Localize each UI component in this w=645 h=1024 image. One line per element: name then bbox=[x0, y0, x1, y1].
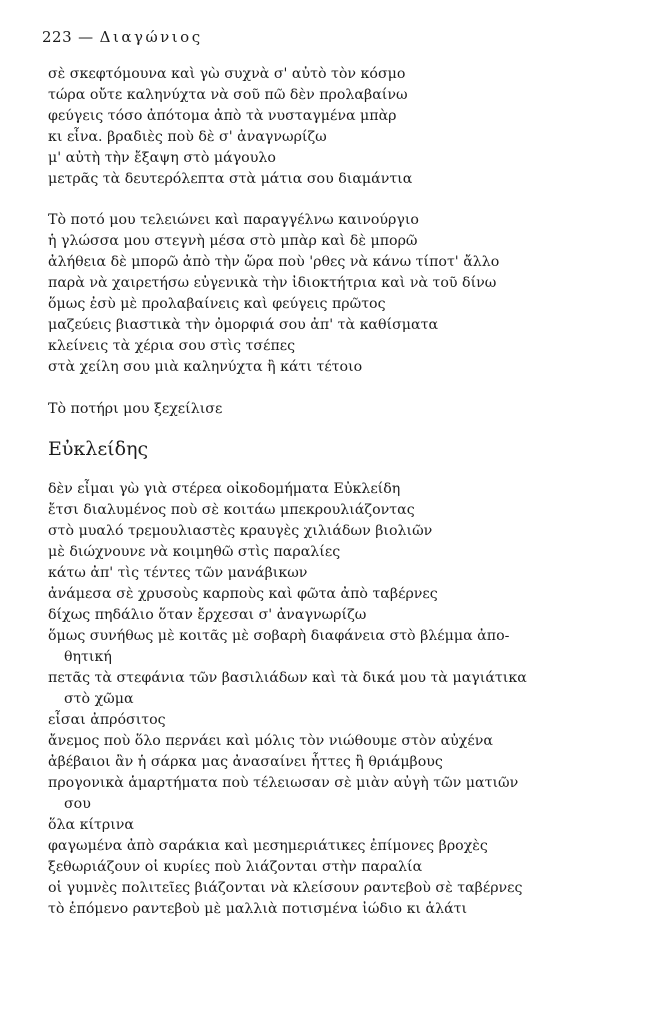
verse-line: Τὸ ποτό μου τελειώνει καὶ παραγγέλνω καινούργιο bbox=[48, 212, 419, 228]
poem1-stanza2 bbox=[48, 210, 499, 378]
verse-line: παρὰ νὰ χαιρετήσω εὐγενικὰ τὴν ἰδιοκτήτρια καὶ νὰ τοῦ δίνω bbox=[48, 275, 497, 291]
poem-title: Εὐκλείδης bbox=[48, 438, 149, 460]
verse-line: ἀνάμεσα σὲ χρυσοὺς καρποὺς καὶ φῶτα ἀπὸ ταβέρνες bbox=[48, 586, 438, 602]
poem1-stanza1 bbox=[48, 64, 412, 190]
verse-line-continuation: σου bbox=[64, 796, 91, 812]
running-header bbox=[42, 28, 203, 46]
verse-line: ξεθωριάζουν οἱ κυρίες ποὺ λιάζονται στὴν παραλία bbox=[48, 859, 423, 875]
page-number: 223 bbox=[42, 28, 73, 46]
verse-line: τώρα οὔτε καληνύχτα νὰ σοῦ πῶ δὲν προλαβαίνω bbox=[48, 87, 408, 103]
verse-line: ἀλήθεια δὲ μπορῶ ἀπὸ τὴν ὥρα ποὺ 'ρθες νὰ κάνω τίποτ' ἄλλο bbox=[48, 254, 500, 270]
verse-line: ἔτσι διαλυμένος ποὺ σὲ κοιτάω μπεκρουλιάζοντας bbox=[48, 502, 415, 518]
verse-line: μὲ διώχνουνε νὰ κοιμηθῶ στὶς παραλίες bbox=[48, 544, 341, 560]
verse-line-continuation: στὸ χῶμα bbox=[64, 691, 134, 707]
verse-line: κάτω ἀπ' τὶς τέντες τῶν μανάβικων bbox=[48, 565, 308, 581]
verse-line: ὅμως ἐσὺ μὲ προλαβαίνεις καὶ φεύγεις πρῶτος bbox=[48, 296, 386, 312]
verse-line: μαζεύεις βιαστικὰ τὴν ὀμορφιά σου ἀπ' τὰ καθίσματα bbox=[48, 317, 439, 333]
verse-line: πετᾶς τὰ στεφάνια τῶν βασιλιάδων καὶ τὰ δικά μου τὰ μαγιάτικα bbox=[48, 670, 527, 686]
verse-line: σὲ σκεφτόμουνα καὶ γὼ συχνὰ σ' αὐτὸ τὸν κόσμο bbox=[48, 66, 406, 82]
verse-line: μετρᾶς τὰ δευτερόλεπτα στὰ μάτια σου διαμάντια bbox=[48, 171, 413, 187]
verse-line: οἱ γυμνὲς πολιτεῖες βιάζονται νὰ κλείσουν ραντεβοὺ σὲ ταβέρνες bbox=[48, 880, 523, 896]
verse-line: ὅμως συνήθως μὲ κοιτᾶς μὲ σοβαρὴ διαφάνεια στὸ βλέμμα ἀπο- bbox=[48, 628, 510, 644]
verse-line: ὅλα κίτρινα bbox=[48, 817, 135, 833]
verse-line: ἡ γλώσσα μου στεγνὴ μέσα στὸ μπὰρ καὶ δὲ μπορῶ bbox=[48, 233, 418, 249]
verse-line: εἶσαι ἀπρόσιτος bbox=[48, 712, 166, 728]
verse-line: δίχως πηδάλιο ὅταν ἔρχεσαι σ' ἀναγνωρίζω bbox=[48, 607, 367, 623]
verse-line: ἀβέβαιοι ἂν ἡ σάρκα μας ἀνασαίνει ἧττες ἢ θριάμβους bbox=[48, 754, 443, 770]
verse-line: κι εἶνα. βραδιὲς ποὺ δὲ σ' ἀναγνωρίζω bbox=[48, 129, 327, 145]
verse-line: προγονικὰ ἁμαρτήματα ποὺ τέλειωσαν σὲ μιὰν αὐγὴ τῶν ματιῶν bbox=[48, 775, 519, 791]
verse-line: στὸ μυαλό τρεμουλιαστὲς κραυγὲς χιλιάδων βιολιῶν bbox=[48, 523, 433, 539]
verse-line: Τὸ ποτήρι μου ξεχείλισε bbox=[48, 401, 223, 417]
poem1-stanza3 bbox=[48, 399, 222, 420]
verse-line: φεύγεις τόσο ἀπότομα ἀπὸ τὰ νυσταγμένα μπὰρ bbox=[48, 108, 397, 124]
verse-line: τὸ ἑπόμενο ραντεβοὺ μὲ μαλλιὰ ποτισμένα ἰώδιο κι ἁλάτι bbox=[48, 901, 468, 917]
verse-line: κλείνεις τὰ χέρια σου στὶς τσέπες bbox=[48, 338, 296, 354]
verse-line-continuation: θητική bbox=[64, 649, 112, 665]
header-separator: — bbox=[78, 28, 94, 46]
verse-line: φαγωμένα ἀπὸ σαράκια καὶ μεσημεριάτικες ἐπίμονες βροχὲς bbox=[48, 838, 488, 854]
verse-line: δὲν εἶμαι γὼ γιὰ στέρεα οἰκοδομήματα Εὐκλείδη bbox=[48, 481, 401, 497]
verse-line: μ' αὐτὴ τὴν ἔξαψη στὸ μάγουλο bbox=[48, 150, 276, 166]
running-title: Διαγώνιος bbox=[99, 28, 203, 46]
verse-line: στὰ χείλη σου μιὰ καληνύχτα ἢ κάτι τέτοιο bbox=[48, 359, 363, 375]
verse-line: ἄνεμος ποὺ ὅλο περνάει καὶ μόλις τὸν νιώθουμε στὸν αὐχένα bbox=[48, 733, 493, 749]
poem2-body bbox=[48, 479, 527, 920]
